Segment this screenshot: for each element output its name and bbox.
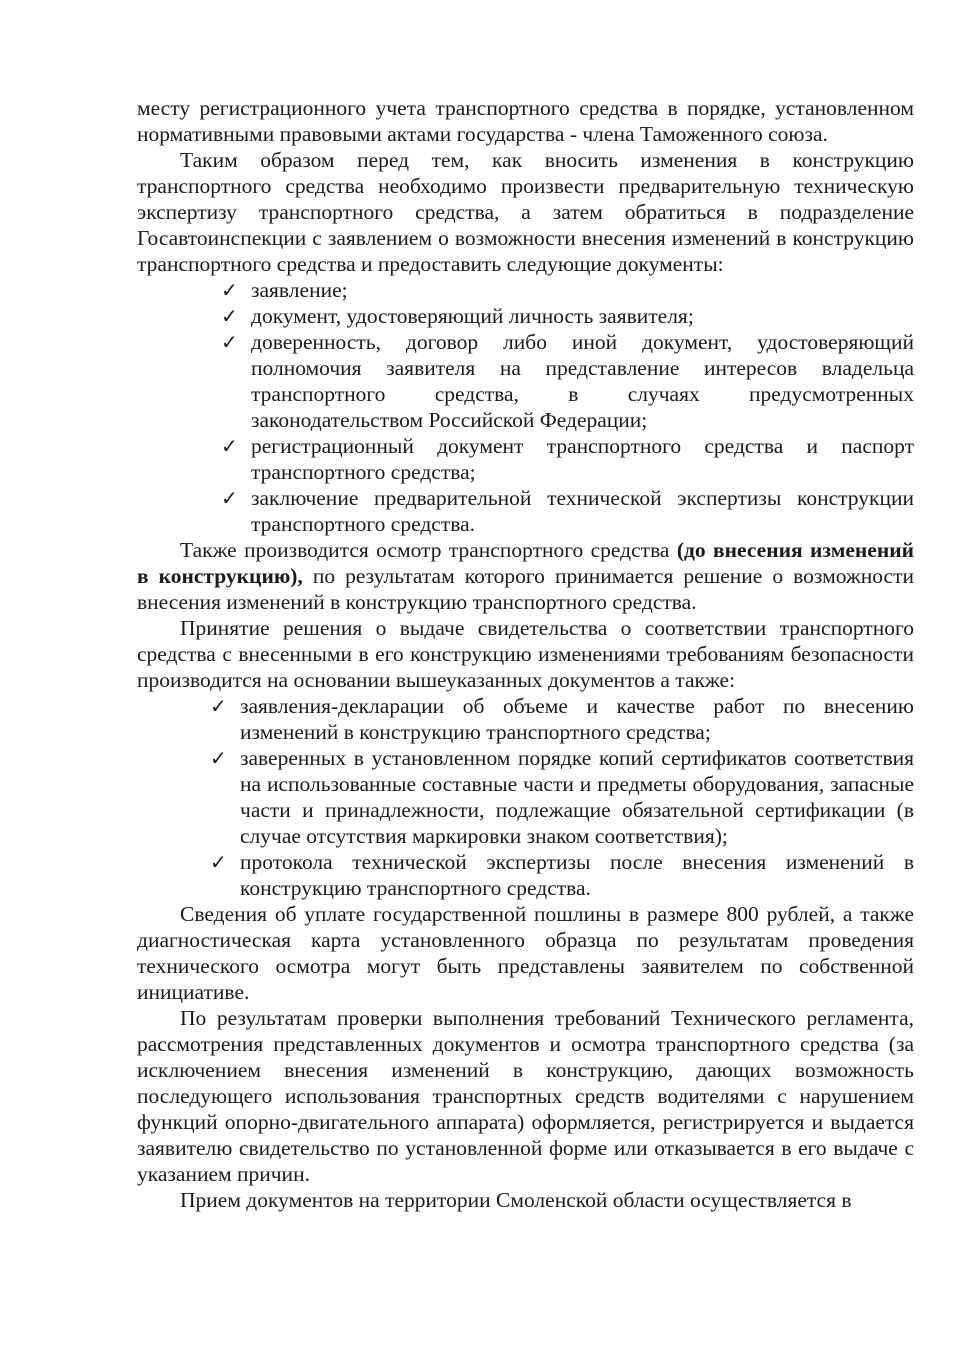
required-documents-list — [137, 277, 914, 537]
list-item: ✓ заверенных в установленном порядке копий сертификатов соответствия на использованные составные части и предметы оборудования, запасные части и принадлежности, подлежащие обязательной сертификации (в случае отсутствия маркировки знаком соответствия); — [210, 746, 914, 848]
list-item: ✓ доверенность, договор либо иной документ, удостоверяющий полномочия заявителя на представление интересов владельца транспортного средства, в случаях предусмотренных законодательством Российской Федерации; — [221, 330, 914, 432]
list-item: ✓ заявления-декларации об объеме и качестве работ по внесению изменений в конструкцию транспортного средства; — [210, 694, 914, 744]
paragraph-results: По результатам проверки выполнения требований Технического регламента, рассмотрения представленных документов и осмотра транспортного средства (за исключением внесения изменений в конструкцию, дающих возможность последующего использования транспортных средств водителями с нарушением функций опорно-двигательного аппарата) оформляется, регистрируется и выдается заявителю свидетельство по установленной форме или отказывается в его выдаче с указанием причин. — [137, 1006, 914, 1186]
checkmark-icon: ✓ — [221, 278, 238, 302]
checkmark-icon: ✓ — [221, 486, 238, 510]
bold-emphasis: (до внесения изменений в конструкцию), — [137, 538, 914, 588]
paragraph-decision: Принятие решения о выдаче свидетельства о соответствии транспортного средства с внесенными в его конструкцию изменениями требованиям безопасности производится на основании вышеуказанных документов а также: — [137, 616, 914, 692]
list-item: ✓ заявление; — [221, 278, 348, 302]
paragraph-continuation: месту регистрационного учета транспортного средства в порядке, установленном нормативными правовыми актами государства - члена Таможенного союза. — [137, 96, 914, 146]
paragraph-reception: Прием документов на территории Смоленской области осуществляется в — [180, 1188, 852, 1212]
paragraph-procedure: Таким образом перед тем, как вносить изменения в конструкцию транспортного средства необходимо произвести предварительную техническую экспертизу транспортного средства, а затем обратиться в подразделение Госавтоинспекции с заявлением о возможности внесения изменений в конструкцию транспортного средства и предоставить следующие документы: — [137, 148, 914, 276]
document-body — [137, 95, 914, 1213]
list-item: ✓ документ, удостоверяющий личность заявителя; — [221, 304, 694, 328]
checkmark-icon: ✓ — [210, 850, 227, 874]
checkmark-icon: ✓ — [221, 330, 238, 354]
checkmark-icon: ✓ — [210, 694, 227, 718]
list-item: ✓ протокола технической экспертизы после внесения изменений в конструкцию транспортного средства. — [210, 850, 914, 900]
list-item: ✓ заключение предварительной технической экспертизы конструкции транспортного средства. — [221, 486, 914, 536]
list-item: ✓ регистрационный документ транспортного средства и паспорт транспортного средства; — [221, 434, 914, 484]
checkmark-icon: ✓ — [210, 746, 227, 770]
paragraph-fee: Сведения об уплате государственной пошлины в размере 800 рублей, а также диагностическая карта установленного образца по результатам проведения технического осмотра могут быть представлены заявителем по собственной инициативе. — [137, 902, 914, 1004]
paragraph-inspection: Также производится осмотр транспортного средства (до внесения изменений в конструкцию), по результатам которого принимается решение о возможности внесения изменений в конструкцию транспортного средства. — [137, 538, 914, 614]
additional-documents-list — [137, 693, 914, 901]
checkmark-icon: ✓ — [221, 434, 238, 458]
checkmark-icon: ✓ — [221, 304, 238, 328]
